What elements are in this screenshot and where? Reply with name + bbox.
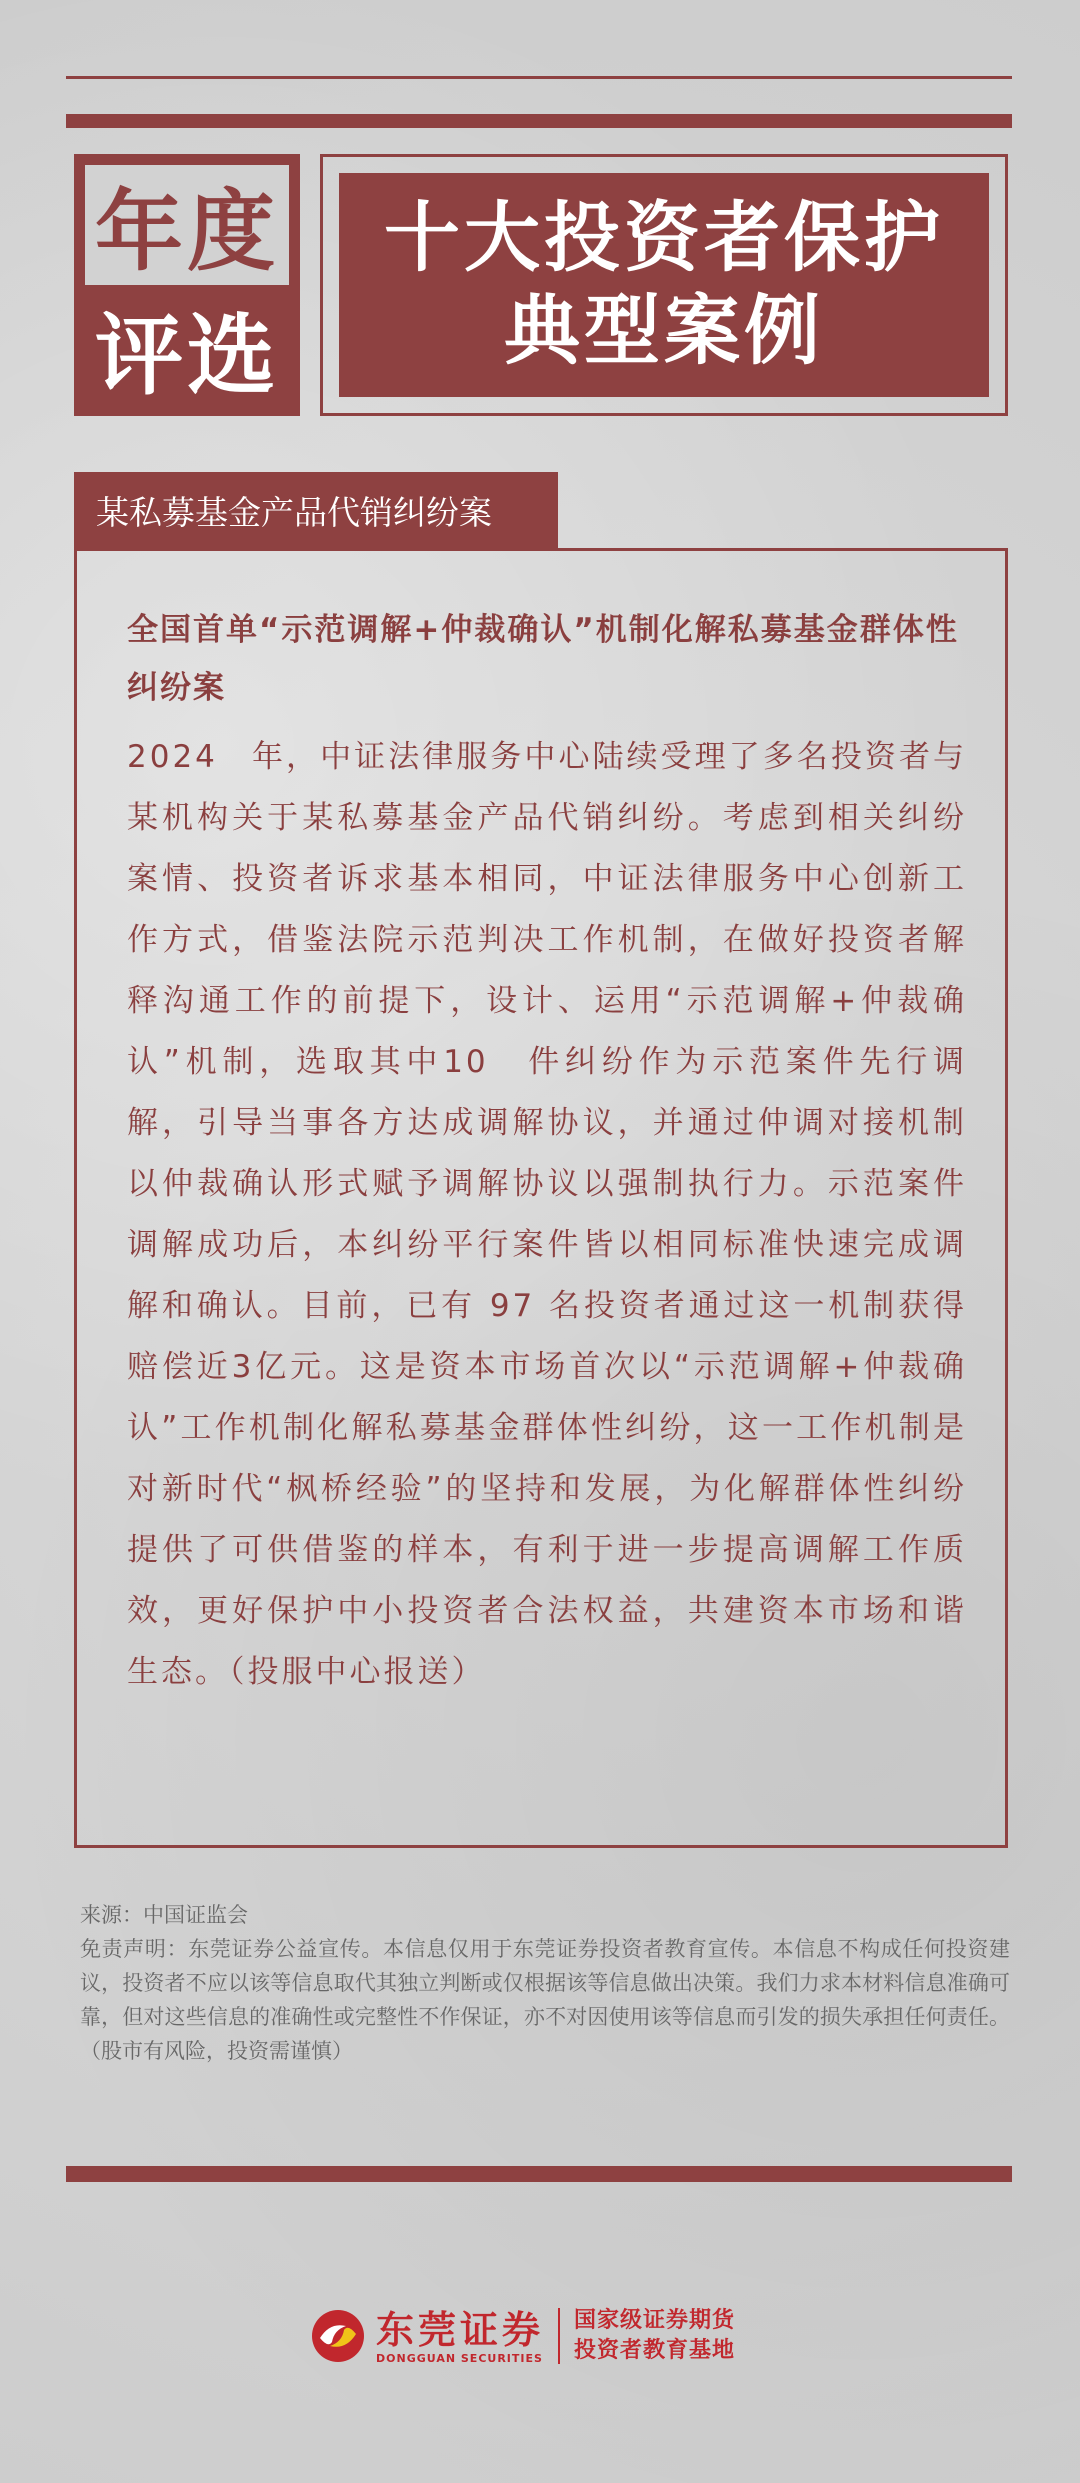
brand-name: 东莞证券 bbox=[376, 2306, 545, 2352]
case-tab-label: 某私募基金产品代销纠纷案 bbox=[74, 472, 558, 548]
title-line-2: 典型案例 bbox=[504, 286, 824, 375]
footer-divider bbox=[558, 2308, 560, 2364]
source-note: 来源：中国证监会 bbox=[80, 1903, 248, 1927]
education-base-block bbox=[574, 2306, 735, 2366]
badge-line-1: 年度 bbox=[85, 165, 289, 285]
brand-english-name: DONGGUAN SECURITIES bbox=[376, 2351, 543, 2365]
page-title bbox=[339, 173, 989, 397]
title-frame bbox=[320, 154, 1008, 416]
top-thin-rule bbox=[66, 76, 1012, 79]
title-line-1: 十大投资者保护 bbox=[384, 193, 944, 283]
case-content-box bbox=[74, 548, 1008, 1848]
education-base-line-2: 投资者教育基地 bbox=[574, 2338, 736, 2363]
top-thick-rule bbox=[66, 114, 1012, 128]
footer-branding bbox=[310, 2296, 790, 2376]
disclaimer-text: 免责声明：东莞证券公益宣传。本信息仅用于东莞证券投资者教育宣传。本信息不构成任何投资建议，投资者不应以该等信息取代其独立判断或仅根据该等信息做出决策。我们力求本材料信息准确可靠，但对这些信息的准确性或完整性不作保证，亦不对因使用该等信息而引发的损失承担任何责任。（股市有风险，投资需谨慎） bbox=[80, 1937, 1010, 2063]
case-body: 2024 年，中证法律服务中心陆续受理了多名投资者与某机构关于某私募基金产品代销纠纷。考虑到相关纠纷案情、投资者诉求基本相同，中证法律服务中心创新工作方式，借鉴法院示范判决工作机制，在做好投资者解释沟通工作的前提下，设计、运用“示范调解+仲裁确认”机制，选取其中10 件纠纷作为示范案件先行调解，引导当事各方达成调解协议，并通过仲调对接机制以仲裁确认形式赋予调解协议以强制执行力。示范案件调解成功后，本纠纷平行案件皆以相同标准快速完成调解和确认。目前，已有 97 名投资者通过这一机制获得赔偿近3亿元。这是资本市场首次以“示范调解+仲裁确认”工作机制化解私募基金群体性纠纷，这一工作机制是对新时代“枫桥经验”的坚持和发展，为化解群体性纠纷提供了可供借鉴的样本，有利于进一步提高调解工作质效，更好保护中小投资者合法权益，共建资本市场和谐生态。（投服中心报送） bbox=[127, 739, 967, 1690]
badge-line-2: 评选 bbox=[94, 303, 279, 407]
case-heading: 全国首单“示范调解+仲裁确认”机制化解私募基金群体性纠纷案 bbox=[127, 612, 959, 706]
annual-selection-badge bbox=[74, 154, 300, 416]
bottom-thick-rule bbox=[66, 2166, 1012, 2182]
brand-block bbox=[376, 2308, 544, 2365]
education-base-line-1: 国家级证券期货 bbox=[574, 2308, 736, 2333]
dongguan-securities-logo-icon bbox=[310, 2308, 366, 2364]
